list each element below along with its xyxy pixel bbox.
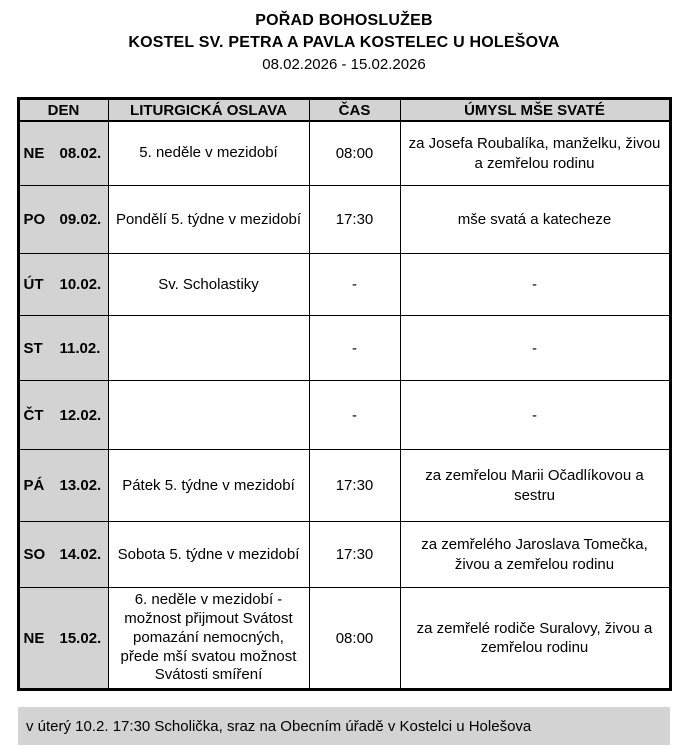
celebration-cell: Sobota 5. týdne v mezidobí [108, 522, 309, 588]
table-row [18, 316, 670, 381]
day-cell [18, 588, 108, 690]
intention-cell: za Josefa Roubalíka, manželku, živou a zemřelou rodinu [400, 121, 670, 186]
intention-cell: za zemřelé rodiče Suralovy, živou a zemřelou rodinu [400, 588, 670, 690]
day-cell [18, 186, 108, 254]
day-date: 09.02. [59, 211, 102, 229]
time-cell: 08:00 [309, 588, 400, 690]
table-row [18, 450, 670, 522]
day-abbr: ST [23, 339, 43, 357]
celebration-cell [108, 381, 309, 450]
table-row [18, 121, 670, 186]
day-date: 12.02. [59, 406, 102, 424]
day-cell [18, 381, 108, 450]
footer-note-text: v úterý 10.2. 17:30 Scholička, sraz na Obecním úřadě v Kostelci u Holešova [26, 717, 532, 735]
table-row [18, 381, 670, 450]
day-date: 11.02. [59, 339, 101, 357]
intention-cell: za zemřelého Jaroslava Tomečka, živou a zemřelou rodinu [400, 522, 670, 588]
day-cell [18, 522, 108, 588]
table-row [18, 588, 670, 690]
time-cell: - [309, 381, 400, 450]
intention-cell: - [400, 254, 670, 316]
schedule-table-head [18, 99, 670, 121]
day-cell [18, 254, 108, 316]
intention-cell: - [400, 381, 670, 450]
day-abbr: SO [23, 546, 46, 564]
day-date: 10.02. [59, 276, 102, 294]
intention-cell: mše svatá a katecheze [400, 186, 670, 254]
time-cell: - [309, 316, 400, 381]
celebration-cell: 5. neděle v mezidobí [108, 121, 309, 186]
day-cell [18, 121, 108, 186]
col-header-time: ČAS [309, 99, 400, 121]
day-date: 15.02. [59, 629, 102, 647]
celebration-cell: Pátek 5. týdne v mezidobí [108, 450, 309, 522]
celebration-cell: Sv. Scholastiky [108, 254, 309, 316]
document-title: POŘAD BOHOSLUŽEB [255, 12, 433, 29]
time-cell: 17:30 [309, 186, 400, 254]
time-cell: 17:30 [309, 522, 400, 588]
document-subtitle: KOSTEL SV. PETRA A PAVLA KOSTELEC U HOLEŠOVA [128, 33, 560, 51]
celebration-cell: 6. neděle v mezidobí - možnost přijmout Svátost pomazání nemocných, přede mší svatou možnost Svátosti smíření [108, 588, 309, 690]
day-abbr: NE [23, 145, 45, 163]
header-row [18, 99, 670, 121]
time-cell: 08:00 [309, 121, 400, 186]
schedule-table-body [18, 121, 670, 690]
col-header-day: DEN [18, 99, 108, 121]
day-abbr: ÚT [23, 276, 44, 294]
day-abbr: ČT [23, 406, 44, 424]
day-cell [18, 450, 108, 522]
time-cell: - [309, 254, 400, 316]
time-cell: 17:30 [309, 450, 400, 522]
col-header-celebration: LITURGICKÁ OSLAVA [108, 99, 309, 121]
footer-note-bar [18, 707, 670, 745]
celebration-cell [108, 316, 309, 381]
intention-cell: - [400, 316, 670, 381]
table-row [18, 186, 670, 254]
day-abbr: PÁ [23, 477, 45, 495]
document-header [0, 10, 688, 75]
schedule-table [17, 97, 672, 691]
day-cell [18, 316, 108, 381]
day-date: 13.02. [59, 477, 102, 495]
date-range: 08.02.2026 - 15.02.2026 [262, 56, 426, 74]
table-row [18, 254, 670, 316]
day-date: 14.02. [59, 546, 102, 564]
day-date: 08.02. [59, 145, 102, 163]
celebration-cell: Pondělí 5. týdne v mezidobí [108, 186, 309, 254]
day-abbr: PO [23, 211, 46, 229]
day-abbr: NE [23, 629, 45, 647]
col-header-intention: ÚMYSL MŠE SVATÉ [400, 99, 670, 121]
intention-cell: za zemřelou Marii Očadlíkovou a sestru [400, 450, 670, 522]
table-row [18, 522, 670, 588]
